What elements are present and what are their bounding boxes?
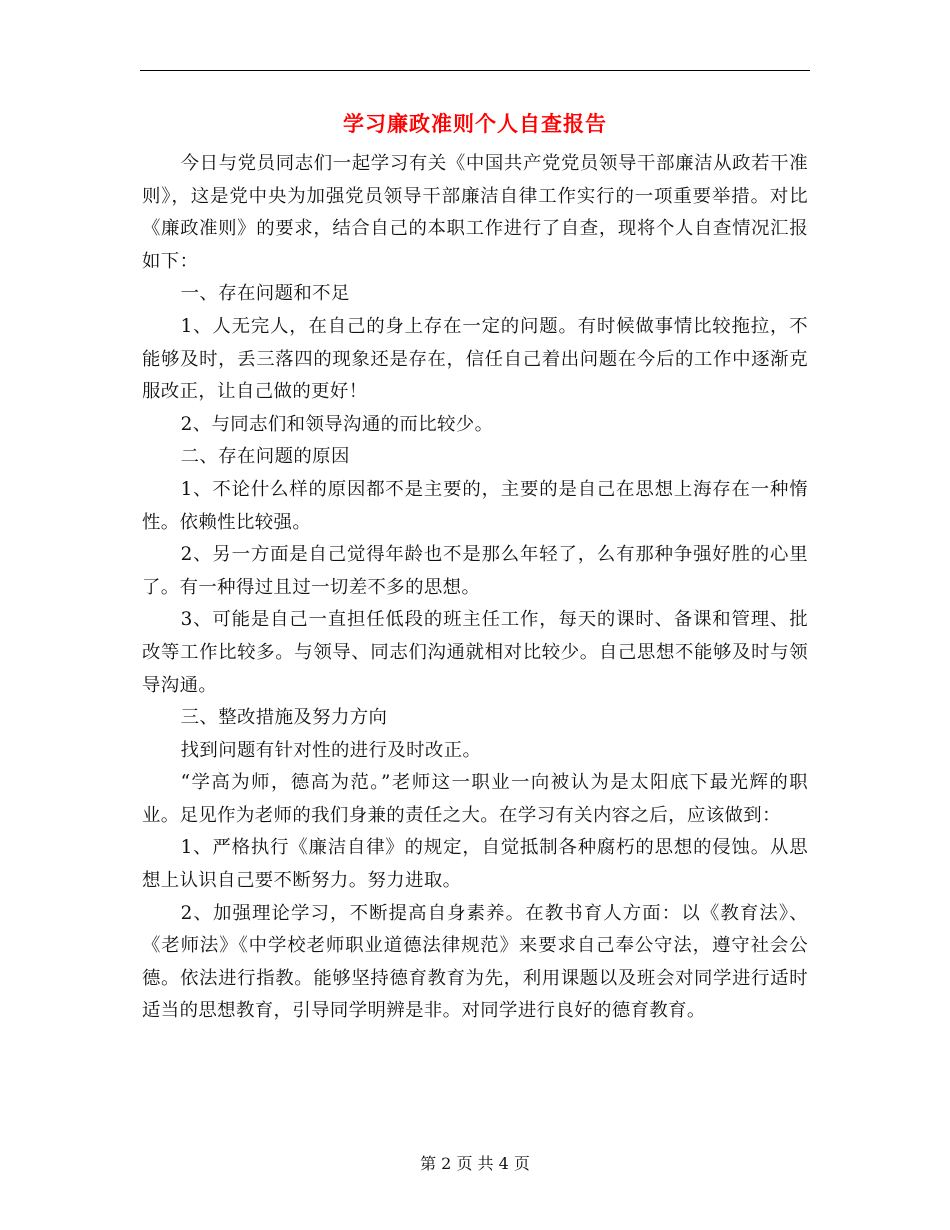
paragraph: 2、另一方面是自己觉得年龄也不是那么年轻了，么有那种争强好胜的心里了。有一种得过且过一切差不多的思想。	[142, 544, 808, 598]
paragraph: “学高为师，德高为范。”老师这一职业一向被认为是太阳底下最光辉的职业。足见作为老师的我们身兼的责任之大。在学习有关内容之后，应该做到：	[142, 772, 808, 826]
paragraph: 2、与同志们和领导沟通的而比较少。	[180, 413, 494, 435]
paragraph: 1、人无完人，在自己的身上存在一定的问题。有时候做事情比较拖拉，不能够及时，丢三落四的现象还是存在，信任自己着出问题在今后的工作中逐渐克服改正，让自己做的更好！	[142, 315, 808, 403]
paragraph: 1、严格执行《廉洁自律》的规定，自觉抵制各种腐朽的思想的侵蚀。从思想上认识自己要不断努力。努力进取。	[142, 837, 808, 892]
header-rule	[140, 70, 810, 71]
paragraph: 2、加强理论学习，不断提高自身素养。在教书育人方面：以《教育法》、《老师法》《中学校老师职业道德法律规范》来要求自己奉公守法，遵守社会公德。依法进行指教。能够坚持德育教育为先，利用课题以及班会对同学进行适时适当的思想教育，引导同学明辨是非。对同学进行良好的德育教育。	[142, 902, 808, 1022]
document-title: 学习廉政准则个人自查报告	[343, 111, 607, 136]
document-body	[142, 148, 808, 1028]
paragraph: 3、可能是自己一直担任低段的班主任工作，每天的课时、备课和管理、批改等工作比较多。与领导、同志们沟通就相对比较少。自己思想不能够及时与领导沟通。	[142, 609, 808, 696]
paragraph-intro: 今日与党员同志们一起学习有关《中国共产党党员领导干部廉洁从政若干准则》，这是党中央为加强党员领导干部廉洁自律工作实行的一项重要举措。对比《廉政准则》的要求，结合自己的本职工作进行了自查，现将个人自查情况汇报如下：	[142, 153, 808, 272]
page-footer: 第 2 页 共 4 页	[420, 1154, 530, 1173]
paragraph: 1、不论什么样的原因都不是主要的，主要的是自己在思想上海存在一种惰性。依赖性比较强。	[142, 478, 808, 533]
section-heading-measures: 三、整改措施及努力方向	[180, 707, 388, 729]
paragraph: 找到问题有针对性的进行及时改正。	[180, 739, 482, 761]
section-heading-causes: 二、存在问题的原因	[180, 446, 350, 468]
section-heading-problems: 一、存在问题和不足	[180, 283, 350, 305]
